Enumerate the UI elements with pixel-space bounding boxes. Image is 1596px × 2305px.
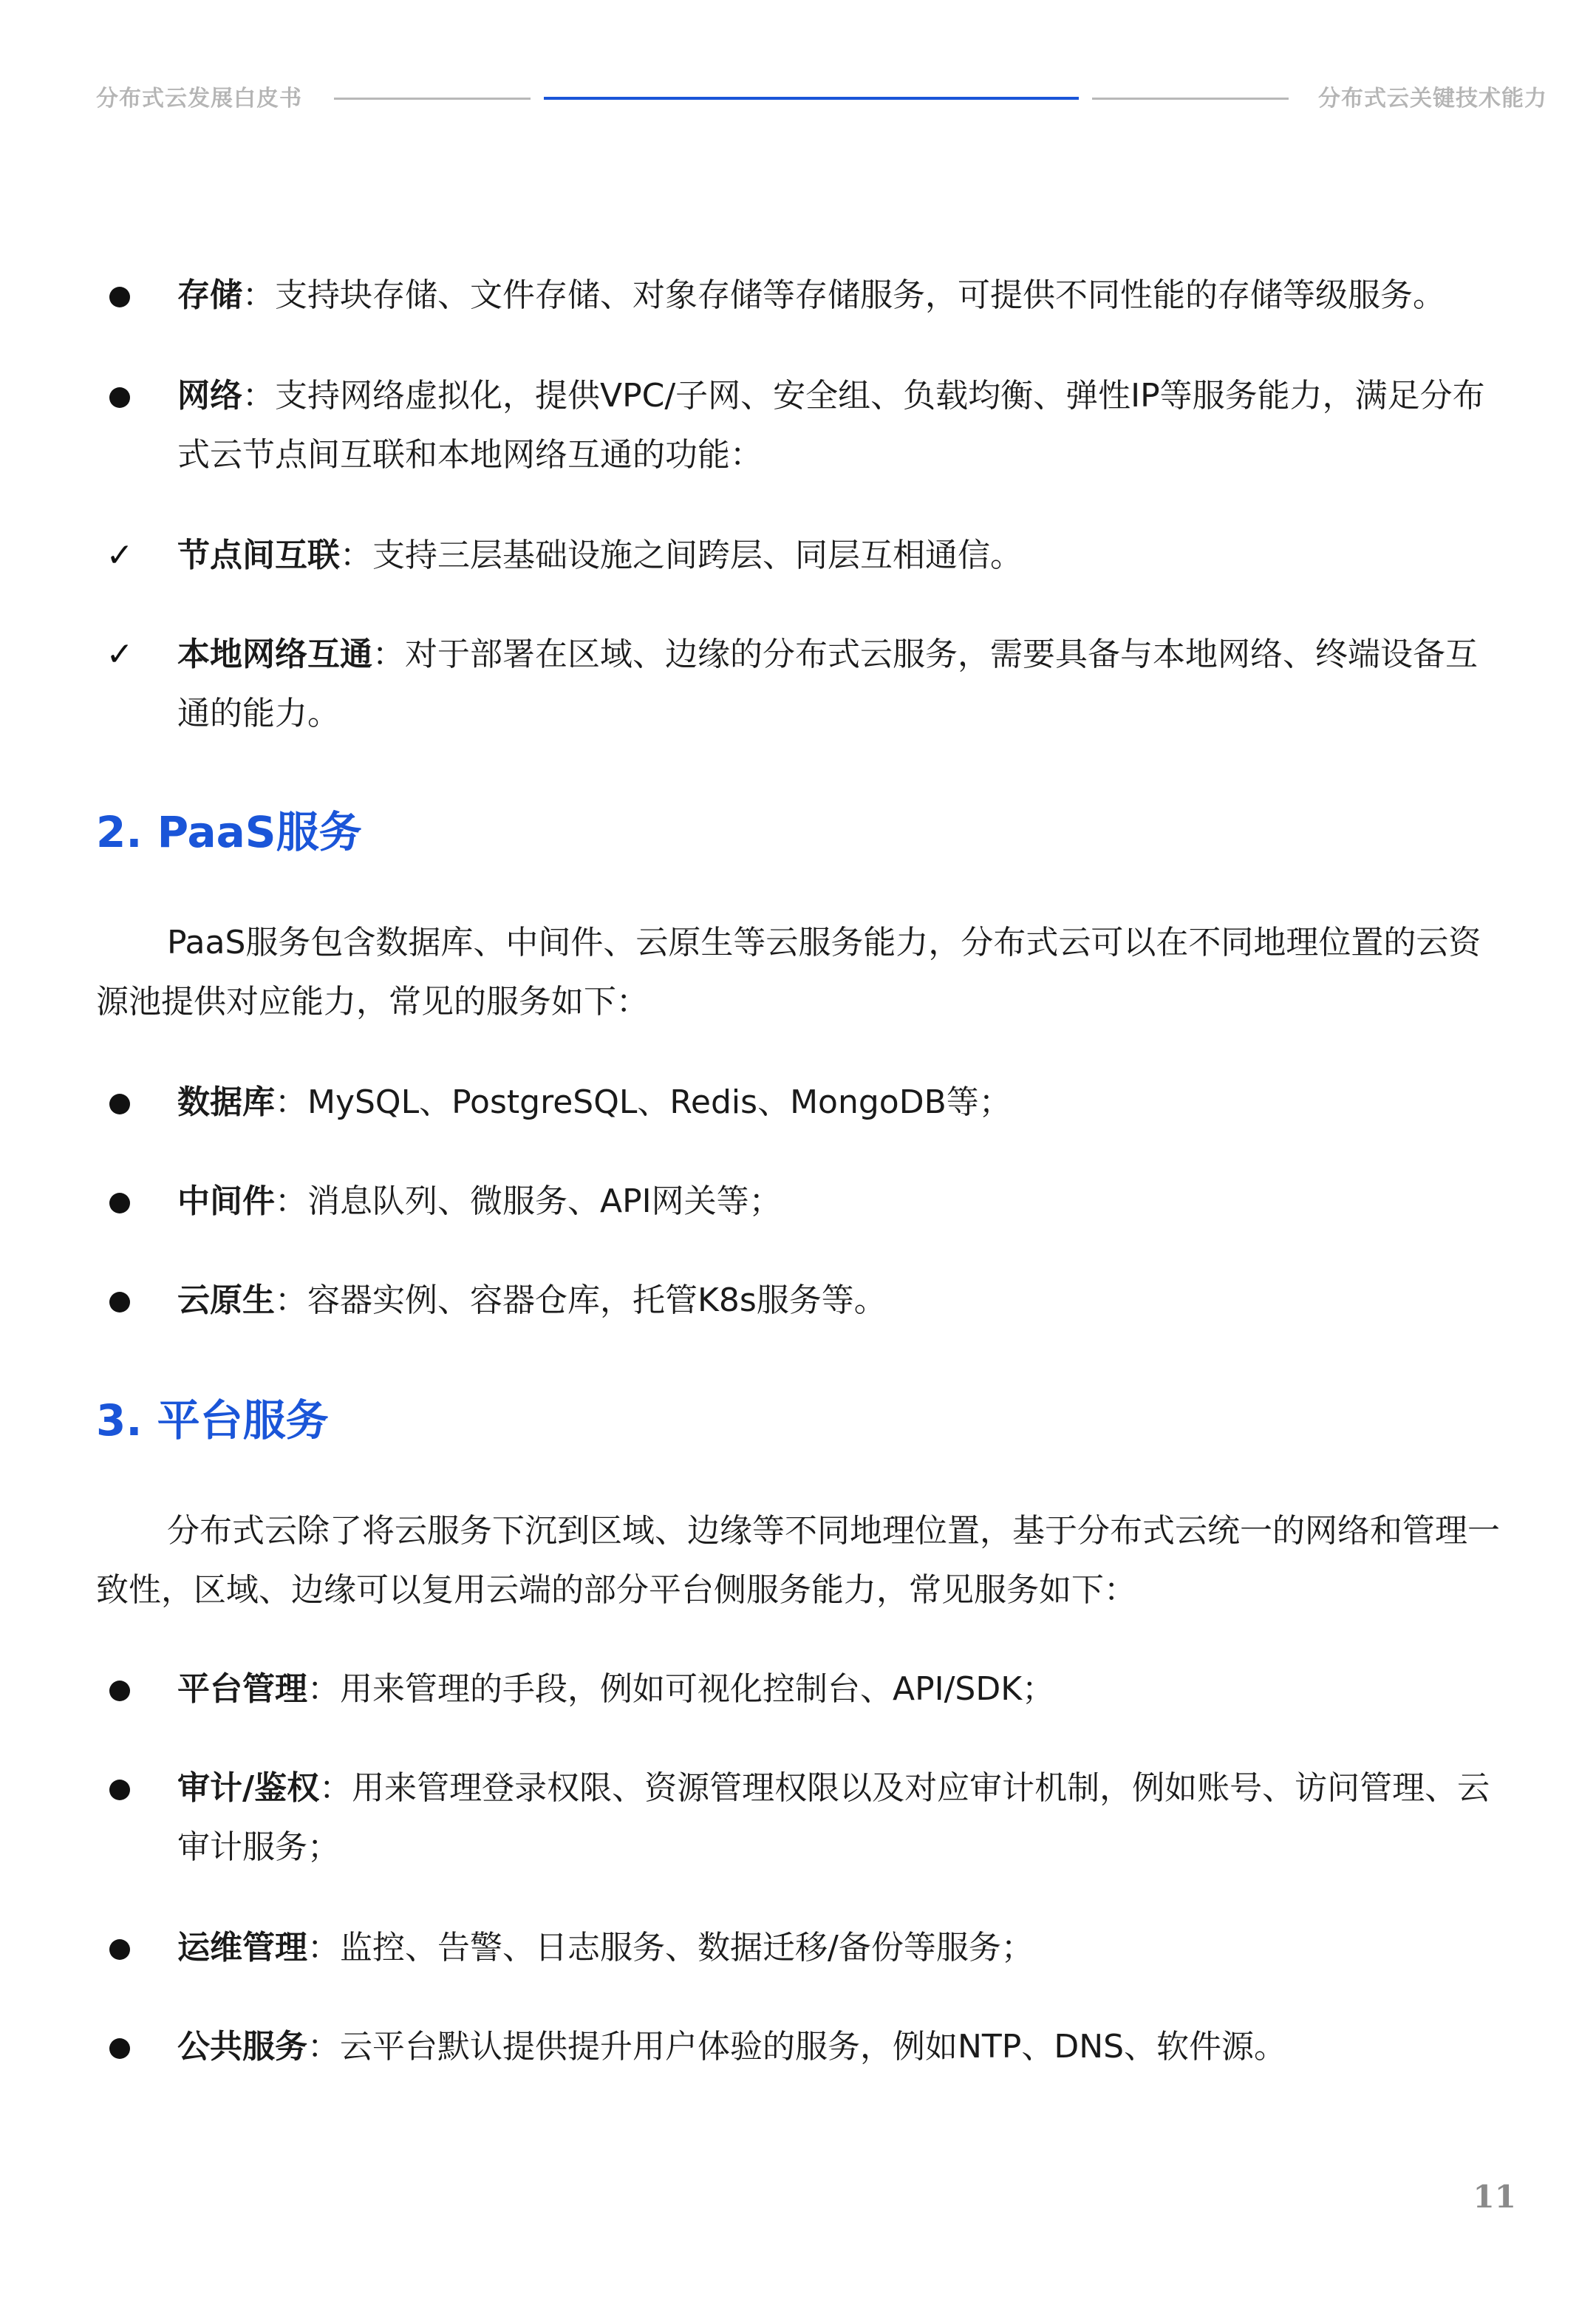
list-item-term: 网络: [177, 377, 242, 415]
bullet-dot-icon: [98, 1172, 142, 1231]
list-item: [177, 1271, 1507, 1330]
bullet-dot-icon: [98, 1759, 142, 1818]
list-item-text: ：支持三层基础设施之间跨层、同层互相通信。: [340, 537, 1023, 574]
header-divider-accent: [544, 97, 1079, 100]
list-item-text: ：云平台默认提供提升用户体验的服务，例如NTP、DNS、软件源。: [307, 2028, 1287, 2066]
list-item-text: ：对于部署在区域、边缘的分布式云服务，需要具备与本地网络、终端设备互通的能力。: [177, 636, 1478, 732]
section-intro-paragraph: PaaS服务包含数据库、中间件、云原生等云服务能力，分布式云可以在不同地理位置的云资源池提供对应能力，常见的服务如下：: [96, 924, 1481, 1021]
list-item-term: 节点间互联: [177, 537, 340, 574]
list-item-text: ：容器实例、容器仓库，托管K8s服务等。: [275, 1281, 887, 1319]
header-divider-left: [334, 98, 531, 100]
list-item: [177, 1172, 1507, 1231]
list-item: [177, 1073, 1507, 1132]
list-item: [177, 1918, 1507, 1978]
checkmark-icon: ✓: [106, 537, 134, 574]
list-item-term: 审计/鉴权: [177, 1769, 320, 1807]
section-heading: 3. 平台服务: [96, 1395, 329, 1446]
list-item-term: 中间件: [177, 1182, 275, 1220]
list-item: [177, 367, 1507, 485]
bullet-dot-icon: [98, 266, 142, 325]
list-item: [177, 1759, 1507, 1877]
list-item: [106, 625, 1507, 743]
list-item-term: 本地网络互通: [177, 636, 372, 673]
bullet-dot-icon: [98, 1918, 142, 1978]
list-item-term: 数据库: [177, 1083, 275, 1121]
header-document-title: 分布式云发展白皮书: [96, 86, 302, 112]
list-item-text: ：消息队列、微服务、API网关等；: [275, 1182, 782, 1220]
section-heading: 2. PaaS服务: [96, 807, 362, 857]
page-number: 11: [1473, 2179, 1516, 2215]
list-item: [177, 266, 1507, 325]
header-chapter-title: 分布式云关键技术能力: [1318, 86, 1547, 112]
list-item-text: ：MySQL、PostgreSQL、Redis、MongoDB等；: [275, 1083, 1012, 1121]
list-item-text: ：用来管理的手段，例如可视化控制台、API/SDK；: [307, 1670, 1055, 1708]
list-item-text: ：用来管理登录权限、资源管理权限以及对应审计机制，例如账号、访问管理、云审计服务；: [177, 1769, 1490, 1866]
list-item-term: 运维管理: [177, 1929, 307, 1967]
list-item-term: 平台管理: [177, 1670, 307, 1708]
list-item-term: 公共服务: [177, 2028, 307, 2066]
list-item: [177, 1660, 1507, 1719]
list-item-text: ：支持块存储、文件存储、对象存储等存储服务，可提供不同性能的存储等级服务。: [242, 276, 1445, 314]
list-item: [106, 526, 1507, 585]
bullet-dot-icon: [98, 1073, 142, 1132]
header-divider-right: [1092, 98, 1289, 100]
bullet-dot-icon: [98, 2018, 142, 2077]
page-header: [0, 0, 1596, 148]
list-item-term: 云原生: [177, 1281, 275, 1319]
list-item-term: 存储: [177, 276, 242, 314]
checkmark-icon: ✓: [106, 636, 134, 673]
list-item-text: ：支持网络虚拟化，提供VPC/子网、安全组、负载均衡、弹性IP等服务能力，满足分布式云节点间互联和本地网络互通的功能：: [177, 377, 1485, 474]
bullet-dot-icon: [98, 1660, 142, 1719]
section-intro-paragraph: 分布式云除了将云服务下沉到区域、边缘等不同地理位置，基于分布式云统一的网络和管理一致性，区域、边缘可以复用云端的部分平台侧服务能力，常见服务如下：: [96, 1512, 1500, 1609]
list-item: [177, 2018, 1507, 2077]
bullet-dot-icon: [98, 1271, 142, 1330]
list-item-text: ：监控、告警、日志服务、数据迁移/备份等服务；: [307, 1929, 1034, 1967]
bullet-dot-icon: [98, 367, 142, 426]
